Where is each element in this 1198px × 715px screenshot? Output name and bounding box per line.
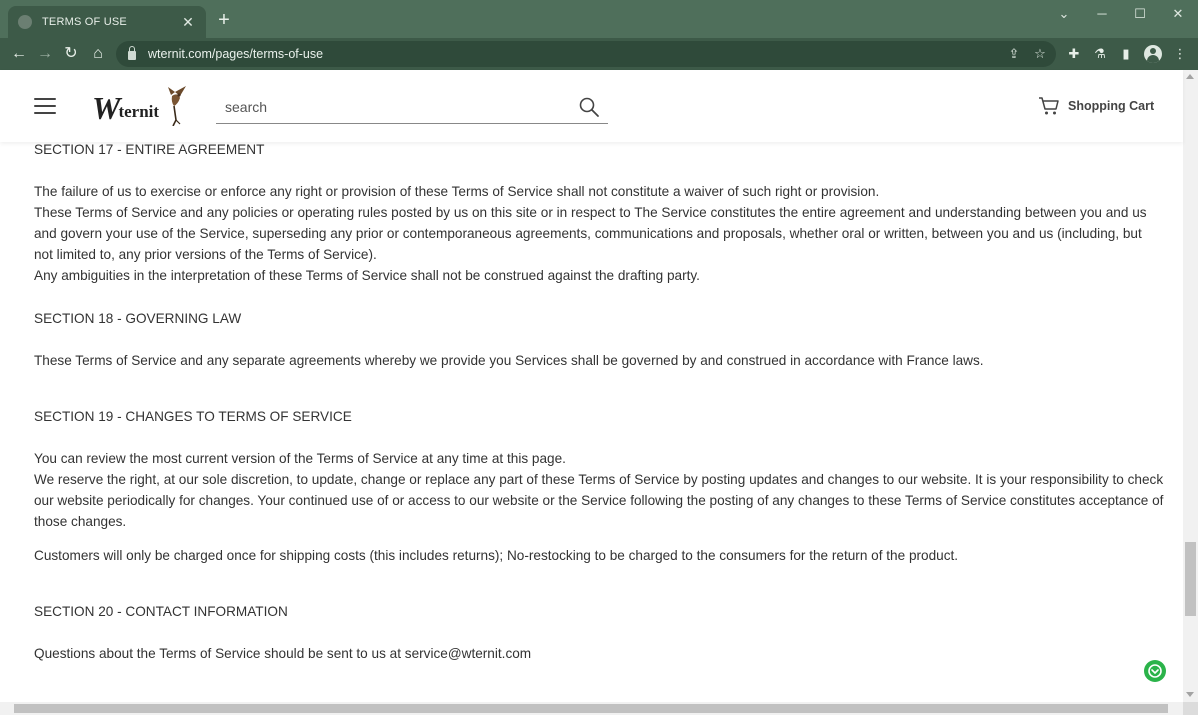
section-title: SECTION 17 - ENTIRE AGREEMENT	[34, 142, 265, 157]
hamburger-menu-icon[interactable]	[34, 98, 56, 114]
new-tab-icon[interactable]: +	[218, 9, 230, 31]
site-logo[interactable]	[90, 86, 188, 128]
scroll-up-icon[interactable]	[1186, 74, 1194, 79]
section-19-note	[34, 545, 1164, 566]
lab-flask-icon[interactable]: ⚗	[1094, 46, 1106, 61]
section-title: SECTION 20 - CONTACT INFORMATION	[34, 604, 288, 619]
paragraph: Customers will only be charged once for shipping costs (this includes returns); No-restocking to be charged to the consumers for the return of the product.	[34, 548, 959, 563]
browser-tab-bar	[0, 0, 1198, 38]
scroll-down-icon[interactable]	[1186, 692, 1194, 697]
tab-search-icon[interactable]: ⌄	[1058, 6, 1070, 21]
tab-title: TERMS OF USE	[42, 16, 127, 28]
shopping-cart-icon	[1038, 96, 1060, 116]
horizontal-scroll-thumb[interactable]	[14, 704, 1168, 713]
chat-widget-icon[interactable]	[1144, 660, 1166, 682]
profile-avatar-icon[interactable]	[1144, 45, 1162, 63]
section-title: SECTION 18 - GOVERNING LAW	[34, 311, 242, 326]
share-icon[interactable]: ⇪	[1008, 46, 1020, 61]
shopping-cart-label: Shopping Cart	[1068, 99, 1155, 113]
bookmark-star-icon[interactable]: ☆	[1034, 46, 1046, 61]
section-18-body	[34, 350, 1164, 371]
close-window-icon[interactable]: ✕	[1172, 6, 1184, 21]
paragraph: These Terms of Service and any separate agreements whereby we provide you Services shall be governed by and construed in accordance with France laws.	[34, 353, 984, 368]
section-20-body	[34, 643, 1164, 664]
browser-tab[interactable]	[8, 6, 206, 38]
vertical-scroll-thumb[interactable]	[1185, 542, 1196, 616]
browser-toolbar	[0, 38, 1198, 70]
url-text[interactable]: wternit.com/pages/terms-of-use	[148, 47, 324, 61]
section-17	[34, 139, 1164, 160]
extensions-puzzle-icon[interactable]: ✚	[1068, 46, 1080, 61]
paragraph: These Terms of Service and any policies or operating rules posted by us on this site or in respect to The Service constitutes the entire agreement and understanding between you and us and govern your use of the Service, superseding any prior or contemporaneous agreements, communications and proposals, whether oral or written, between you and us (including, but not limited to, any prior versions of the Terms of Service).	[34, 205, 1147, 262]
paragraph: Questions about the Terms of Service should be sent to us at service@wternit.com	[34, 646, 532, 661]
home-icon[interactable]: ⌂	[93, 45, 103, 62]
search-input[interactable]	[216, 92, 566, 122]
section-17-body	[34, 181, 1164, 286]
section-19-body	[34, 448, 1164, 532]
tab-favicon-icon	[18, 15, 32, 29]
paragraph: You can review the most current version of the Terms of Service at any time at this page.	[34, 451, 566, 466]
search-icon[interactable]	[578, 96, 600, 118]
paragraph: We reserve the right, at our sole discretion, to update, change or replace any part of these Terms of Service by posting updates and changes to our website. It is your responsibility to check our website periodically for changes. Your continued use of or access to our website or the Service following the posting of any changes to these Terms of Service constitutes acceptance of those changes.	[34, 472, 1164, 529]
paragraph: The failure of us to exercise or enforce any right or provision of these Terms of Service shall not constitute a waiver of such right or provision.	[34, 184, 880, 199]
reload-icon[interactable]: ↻	[64, 45, 78, 62]
side-panel-icon[interactable]: ▮	[1122, 46, 1130, 61]
minimize-icon[interactable]: ─	[1097, 6, 1107, 21]
vertical-scrollbar[interactable]	[1183, 70, 1198, 702]
menu-kebab-icon[interactable]: ⋮	[1173, 46, 1187, 61]
section-18	[34, 308, 1164, 329]
scrollbar-corner	[1183, 702, 1198, 715]
logo-bird-icon	[162, 86, 188, 126]
shopping-cart-link[interactable]	[1038, 94, 1154, 118]
tab-close-icon[interactable]: ✕	[182, 13, 194, 30]
section-title: SECTION 19 - CHANGES TO TERMS OF SERVICE	[34, 409, 352, 424]
address-bar[interactable]	[116, 41, 1056, 67]
logo-wordmark: Wternit	[92, 90, 160, 126]
paragraph: Any ambiguities in the interpretation of these Terms of Service shall not be construed against the drafting party.	[34, 268, 700, 283]
horizontal-scrollbar[interactable]	[0, 702, 1183, 715]
section-19	[34, 406, 1164, 427]
search-bar	[216, 92, 608, 124]
forward-icon[interactable]: →	[37, 45, 53, 62]
site-header	[0, 70, 1183, 142]
back-icon[interactable]: ←	[11, 45, 27, 62]
section-20	[34, 601, 1164, 622]
maximize-icon[interactable]: ☐	[1134, 6, 1146, 21]
lock-icon	[128, 51, 136, 60]
